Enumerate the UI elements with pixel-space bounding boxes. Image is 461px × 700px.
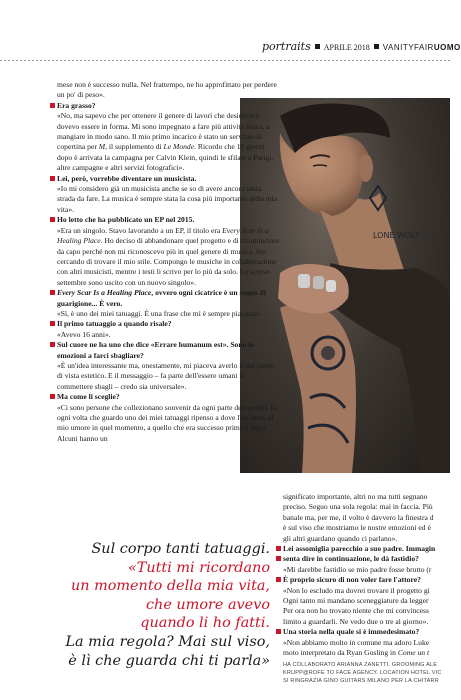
pull-quote-line: quando li ho fatti. <box>140 615 270 632</box>
header-rule <box>0 60 450 61</box>
magazine-name <box>383 43 461 52</box>
answer-text: significato importante, altri no ma tutti segnano <box>283 492 428 501</box>
answer-text: preciso. Seguo una sola regola: mai in faccia. Più <box>283 502 433 512</box>
answer-text: «Sì, è uno dei miei tatuaggi. È una frase che mi è sempre piaciuta». <box>57 308 262 318</box>
answer-text: banale ma, per me, il volto è davvero la finestra d <box>283 512 434 522</box>
question: Every Scar Is a Healing Place, ovvero ogni cicatrice è un segno di guarigione... È vero. <box>57 288 280 309</box>
question: Ho letto che ha pubblicato un EP nel 2015. <box>57 215 280 225</box>
credits-line: KRUPP@ROFE TO FACE AGENCY. LOCATION HOTEL VIC <box>283 670 442 676</box>
answer-text: è sul viso che mostriamo le nostre emozioni ed è <box>283 523 431 533</box>
pull-quote <box>40 540 270 670</box>
answer-text: mese non è successo nulla. Nel frattempo, ne ho approfittato per perdere un po' di peso». <box>57 80 277 100</box>
answer-text: «Non lo escludo ma dovrei trovare il progetto gi <box>283 585 430 595</box>
issue-date: APRILE 2018 <box>323 43 370 52</box>
pull-quote-line: è lì che guarda chi ti parla» <box>68 652 270 669</box>
answer-text: «Mi darebbe fastidio se mio padre fosse brutto (r <box>283 564 432 574</box>
question: Il primo tatuaggio a quando risale? <box>57 319 280 329</box>
pull-quote-line: «Tutti mi ricordano <box>127 559 270 576</box>
answer-text: «È un'idea interessante ma, onestamente, mi piaceva averlo lì dal punto di vista estetico. E il messaggio – fa parte dell'essere umani il commettere sbagli – credo sia universale». <box>57 360 274 391</box>
question: Sul cuore ne ha uno che dice «Errare humanum est». Sono le emozioni a farci sbagliare? <box>57 340 280 361</box>
question: È proprio sicuro di non voler fare l'attore? <box>283 575 450 585</box>
answer-text: limito a guardarli. Ne vedo due o tre al giorno». <box>283 616 429 626</box>
page-header <box>262 40 461 54</box>
credits-line: HA COLLABORATO ARIANNA ZANETTI. GROOMING ALE <box>283 662 438 668</box>
answer-text: moto interpretato da Ryan Gosling in Come un t <box>283 648 430 658</box>
pull-quote-line: un momento della mia vita, <box>70 578 270 595</box>
answer-text: «Avevo 16 anni». <box>57 329 111 339</box>
question: Lei assomiglia parecchio a suo padre. Immagin <box>283 544 450 554</box>
neck-tattoo-text: LONE WOLF <box>373 231 421 240</box>
answer-text: Ogni tanto mi mandano sceneggiature da legger <box>283 596 429 606</box>
answer-text: «Io mi considero già un musicista anche se so di avere ancora tanta strada da fare. La musica è sempre stata la cosa più importante della mia vita». <box>57 184 278 214</box>
answer-text: «Era un singolo. Stavo lavorando a un EP, il titolo era Every Scar Is a Healing Place. Ho deciso di abbandonare quel progetto e di ricominciare da capo perché non mi riconoscevo più in quel genere di musica. Sto cercando di trovare il mio stile. Compongo le musiche in collaborazione con altri musicisti, mentre i testi li scrivo per lo più da solo. Lo scorso settembre sono uscito con un nuovo singolo». <box>57 225 280 287</box>
credits <box>283 661 450 685</box>
pull-quote-line: Sul corpo tanti tatuaggi. <box>91 541 270 557</box>
magazine-name-main: VANITYFAIR <box>382 43 434 52</box>
answer-text: Per ora non ho trovato niente che mi convincess <box>283 606 429 616</box>
magazine-name-bold: UOMO <box>433 43 461 52</box>
answer-text: gli altri guardano quando ci parlano». <box>283 533 398 543</box>
pull-quote-line: che umore avevo <box>146 596 270 613</box>
credits-line: SI RINGRAZIA GINO GUITARS MILANO PER LA CHITARR <box>283 678 439 684</box>
question: Lei, però, vorrebbe diventare un musicista. <box>57 174 280 184</box>
pull-quote-line: La mia regola? Mai sul viso, <box>65 633 270 650</box>
section-name: portraits <box>262 40 311 53</box>
answer-text: «Ci sono persone che collezionano souvenir da ogni parte del mondo. Io, ogni volta che guardo uno dei miei tatuaggi ripenso a dove l'ho fatto, al mio umore in quel momento, a quello che era successo prima e dopo. Alcuni hanno un <box>57 402 279 443</box>
separator-square-icon <box>315 44 320 49</box>
answer-text: «No, ma sapevo che per ottenere il genere di lavori che desideravo dovevo essere in forma. Mi sono impegnato a fare più attività fisica, a mangiare in modo sano. Il mio primo incarico è stato un servizio di copertina per M, il supplemento di Le Monde. Ricordo che 10 giorni dopo è arrivata la campagna per Calvin Klein, quindi le sfilate a Parigi, altre campagne e altri servizi fotografici». <box>57 111 274 173</box>
question: Era grasso? <box>57 101 280 111</box>
answer-text: «Non abbiamo molto in comune ma adoro Luke <box>283 637 430 647</box>
left-text-column <box>57 80 280 444</box>
question: Ma come li sceglie? <box>57 392 280 402</box>
question: Una storia nella quale si è immedesimato? <box>283 627 450 637</box>
question: senta dire in continuazione, le dà fastidio? <box>283 554 450 564</box>
right-text-column <box>283 492 450 659</box>
separator-square-icon <box>374 44 379 49</box>
